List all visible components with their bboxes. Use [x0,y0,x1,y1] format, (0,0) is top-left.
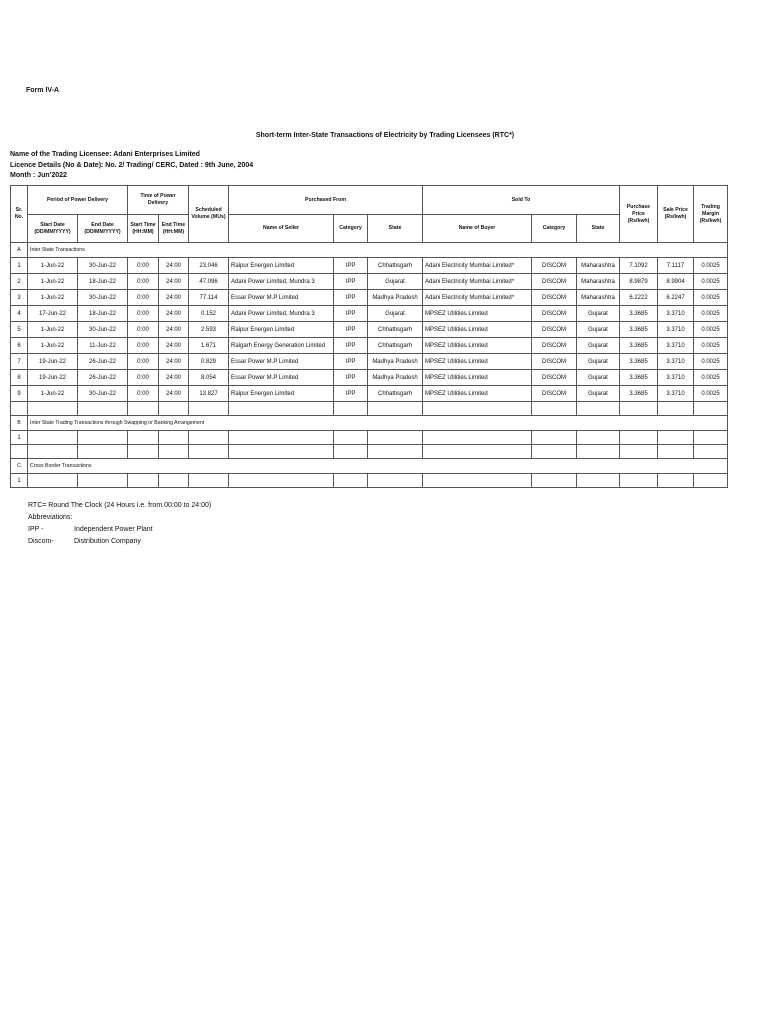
seller-category: IPP [334,370,368,386]
abbr-discom [28,536,211,548]
trading-margin: 0.0025 [694,306,728,322]
buyer-state: Gujarat [577,306,620,322]
seller-category: IPP [334,386,368,402]
section-label: C [11,459,28,474]
blank-row [11,445,728,459]
end-time: 24:00 [159,322,189,338]
buyer-category: DISCOM [532,370,577,386]
start-date: 19-Jun-22 [28,354,78,370]
seller-category: IPP [334,290,368,306]
header-purchase-price: Purchase Price (Rs/kwh) [620,186,658,243]
table-row [11,322,728,338]
buyer-name: Adani Electricity Mumbai Limited* [423,290,532,306]
header-seller: Name of Seller [229,215,334,243]
seller-category: IPP [334,338,368,354]
end-time: 24:00 [159,290,189,306]
scheduled-volume: 2.593 [189,322,229,338]
purchase-price: 3.3685 [620,306,658,322]
footnotes [28,500,211,548]
trading-margin: 0.0025 [694,258,728,274]
main-title: Short-term Inter-State Transactions of Electricity by Trading Licensees (RTC*) [255,132,515,139]
header-trading-margin: Trading Margin (Rs/kwh) [694,186,728,243]
trading-margin: 0.0025 [694,370,728,386]
section-title: Cross Border Transactions [28,459,728,474]
licensee-name: Name of the Trading Licensee: Adani Enterprises Limited [10,151,200,158]
start-time: 0:00 [128,322,159,338]
sr-no: 1 [11,258,28,274]
buyer-name: Adani Electricity Mumbai Limited* [423,258,532,274]
start-date: 1-Jun-22 [28,322,78,338]
purchase-price: 3.3685 [620,386,658,402]
table-row [11,370,728,386]
seller-name: Essar Power M.P Limited [229,354,334,370]
start-time: 0:00 [128,306,159,322]
report-month: Month : Jun'2022 [10,172,67,179]
sale-price: 3.3710 [658,338,694,354]
sr-no: 1 [11,431,28,445]
end-date: 30-Jun-22 [78,290,128,306]
seller-name: Raigarh Energy Generation Limited [229,338,334,354]
end-time: 24:00 [159,306,189,322]
start-time: 0:00 [128,274,159,290]
buyer-category: DISCOM [532,306,577,322]
buyer-state: Gujarat [577,338,620,354]
purchase-price: 3.3685 [620,322,658,338]
table-row [11,431,728,445]
trading-margin: 0.0025 [694,386,728,402]
end-time: 24:00 [159,258,189,274]
buyer-state: Maharashtra [577,274,620,290]
sr-no: 4 [11,306,28,322]
trading-margin: 0.0025 [694,338,728,354]
scheduled-volume: 47.096 [189,274,229,290]
start-date: 19-Jun-22 [28,370,78,386]
seller-category: IPP [334,258,368,274]
seller-name: Raipur Energen Limited [229,322,334,338]
seller-state: Madhya Pradesh [368,354,423,370]
table-row [11,290,728,306]
sale-price: 3.3710 [658,322,694,338]
purchase-price: 8.9879 [620,274,658,290]
header-buyer-category: Category [532,215,577,243]
end-date: 30-Jun-22 [78,386,128,402]
seller-state: Chhattisgarh [368,386,423,402]
licensee-info [10,150,253,182]
buyer-state: Gujarat [577,354,620,370]
seller-state: Chhattisgarh [368,338,423,354]
sr-no: 5 [11,322,28,338]
end-date: 18-Jun-22 [78,306,128,322]
buyer-name: MPSEZ Utilities Limited [423,306,532,322]
abbr-value: Independent Power Plant [74,526,153,533]
scheduled-volume: 1.671 [189,338,229,354]
start-date: 1-Jun-22 [28,274,78,290]
purchase-price: 7.1092 [620,258,658,274]
scheduled-volume: 8.054 [189,370,229,386]
table-row [11,474,728,488]
buyer-state: Gujarat [577,370,620,386]
table-row [11,386,728,402]
scheduled-volume: 13.827 [189,386,229,402]
seller-name: Essar Power M.P Limited [229,370,334,386]
section-c-row [11,459,728,474]
purchase-price: 3.3685 [620,370,658,386]
end-time: 24:00 [159,370,189,386]
start-date: 1-Jun-22 [28,258,78,274]
buyer-category: DISCOM [532,338,577,354]
header-purchased-from: Purchased From [229,186,423,215]
table-row [11,306,728,322]
header-volume: Scheduled Volume (MUs) [189,186,229,243]
buyer-name: MPSEZ Utilities Limited [423,354,532,370]
buyer-category: DISCOM [532,274,577,290]
start-time: 0:00 [128,290,159,306]
trading-margin: 0.0025 [694,322,728,338]
section-a-row [11,243,728,258]
start-time: 0:00 [128,338,159,354]
header-start-time: Start Time (HH:MM) [128,215,159,243]
trading-margin: 0.0025 [694,290,728,306]
seller-name: Adani Power Limited, Mundra 3 [229,274,334,290]
end-time: 24:00 [159,354,189,370]
sale-price: 7.1117 [658,258,694,274]
sr-no: 6 [11,338,28,354]
buyer-category: DISCOM [532,290,577,306]
start-date: 1-Jun-22 [28,386,78,402]
abbr-ipp [28,524,211,536]
buyer-name: MPSEZ Utilities Limited [423,386,532,402]
header-period: Period of Power Delivery [28,186,128,215]
abbreviations-heading: Abbreviations: [28,514,73,521]
section-b-row [11,416,728,431]
trading-margin: 0.0025 [694,274,728,290]
end-time: 24:00 [159,338,189,354]
end-date: 11-Jun-22 [78,338,128,354]
end-date: 30-Jun-22 [78,322,128,338]
header-sr-no: Sr. No. [11,186,28,243]
seller-name: Adani Power Limited, Mundra 3 [229,306,334,322]
seller-state: Gujarat [368,274,423,290]
end-date: 26-Jun-22 [78,354,128,370]
section-title: Inter State Trading Transactions through Swapping or Banking Arrangement [28,416,728,431]
end-date: 26-Jun-22 [78,370,128,386]
buyer-state: Maharashtra [577,290,620,306]
buyer-name: Adani Electricity Mumbai Limited* [423,274,532,290]
purchase-price: 3.3685 [620,354,658,370]
table-row [11,338,728,354]
end-time: 24:00 [159,274,189,290]
buyer-state: Gujarat [577,322,620,338]
seller-state: Madhya Pradesh [368,370,423,386]
buyer-state: Gujarat [577,386,620,402]
buyer-name: MPSEZ Utilities Limited [423,338,532,354]
start-date: 1-Jun-22 [28,290,78,306]
seller-category: IPP [334,354,368,370]
section-label: B [11,416,28,431]
start-date: 17-Jun-22 [28,306,78,322]
start-time: 0:00 [128,386,159,402]
section-label: A [11,243,28,258]
sr-no: 8 [11,370,28,386]
buyer-category: DISCOM [532,386,577,402]
header-end-date: End Date (DD/MM/YYYY) [78,215,128,243]
table-row [11,274,728,290]
sr-no: 1 [11,474,28,488]
sr-no: 2 [11,274,28,290]
sr-no: 3 [11,290,28,306]
blank-row [11,402,728,416]
licence-details: Licence Details (No & Date): No. 2/ Trading/ CERC, Dated : 9th June, 2004 [10,161,254,169]
header-sale-price: Sale Price (Rs/kwh) [658,186,694,243]
abbr-key: Discom- [28,538,54,545]
end-date: 18-Jun-22 [78,274,128,290]
abbr-value: Distribution Company [74,538,141,545]
rtc-note: RTC= Round The Clock (24 Hours i.e. from 00:00 to 24:00) [28,502,212,509]
seller-name: Raipur Energen Limited [229,386,334,402]
seller-state: Chhattisgarh [368,322,423,338]
sale-price: 6.2247 [658,290,694,306]
header-sold-to: Sold To [423,186,620,215]
seller-category: IPP [334,306,368,322]
table-row [11,354,728,370]
seller-name: Essar Power M.P Limited [229,290,334,306]
sale-price: 3.3710 [658,370,694,386]
buyer-category: DISCOM [532,354,577,370]
header-end-time: End Time (HH:MM) [159,215,189,243]
start-time: 0:00 [128,354,159,370]
purchase-price: 3.3685 [620,338,658,354]
scheduled-volume: 0.829 [189,354,229,370]
header-seller-category: Category [334,215,368,243]
abbr-key: IPP - [28,526,44,533]
trading-margin: 0.0025 [694,354,728,370]
sale-price: 3.3710 [658,306,694,322]
seller-category: IPP [334,322,368,338]
sale-price: 3.3710 [658,386,694,402]
header-seller-state: State [368,215,423,243]
buyer-category: DISCOM [532,258,577,274]
header-buyer: Name of Buyer [423,215,532,243]
sr-no: 9 [11,386,28,402]
scheduled-volume: 0.152 [189,306,229,322]
sale-price: 3.3710 [658,354,694,370]
section-title: Inter State Transactions [28,243,728,258]
transactions-table [10,185,728,488]
seller-state: Madhya Pradesh [368,290,423,306]
form-title: Form IV-A [26,87,60,94]
header-time: Time of Power Delivery [128,186,189,215]
start-time: 0:00 [128,370,159,386]
sale-price: 8.9904 [658,274,694,290]
buyer-category: DISCOM [532,322,577,338]
seller-name: Raipur Energen Limited [229,258,334,274]
scheduled-volume: 77.114 [189,290,229,306]
seller-category: IPP [334,274,368,290]
buyer-name: MPSEZ Utilities Limited [423,370,532,386]
start-date: 1-Jun-22 [28,338,78,354]
buyer-name: MPSEZ Utilities Limited [423,322,532,338]
seller-state: Chhattisgarh [368,258,423,274]
seller-state: Gujarat [368,306,423,322]
table-row [11,258,728,274]
header-buyer-state: State [577,215,620,243]
end-date: 30-Jun-22 [78,258,128,274]
scheduled-volume: 23.046 [189,258,229,274]
purchase-price: 6.2222 [620,290,658,306]
end-time: 24:00 [159,386,189,402]
header-start-date: Start Date (DD/MM/YYYY) [28,215,78,243]
start-time: 0:00 [128,258,159,274]
buyer-state: Maharashtra [577,258,620,274]
sr-no: 7 [11,354,28,370]
